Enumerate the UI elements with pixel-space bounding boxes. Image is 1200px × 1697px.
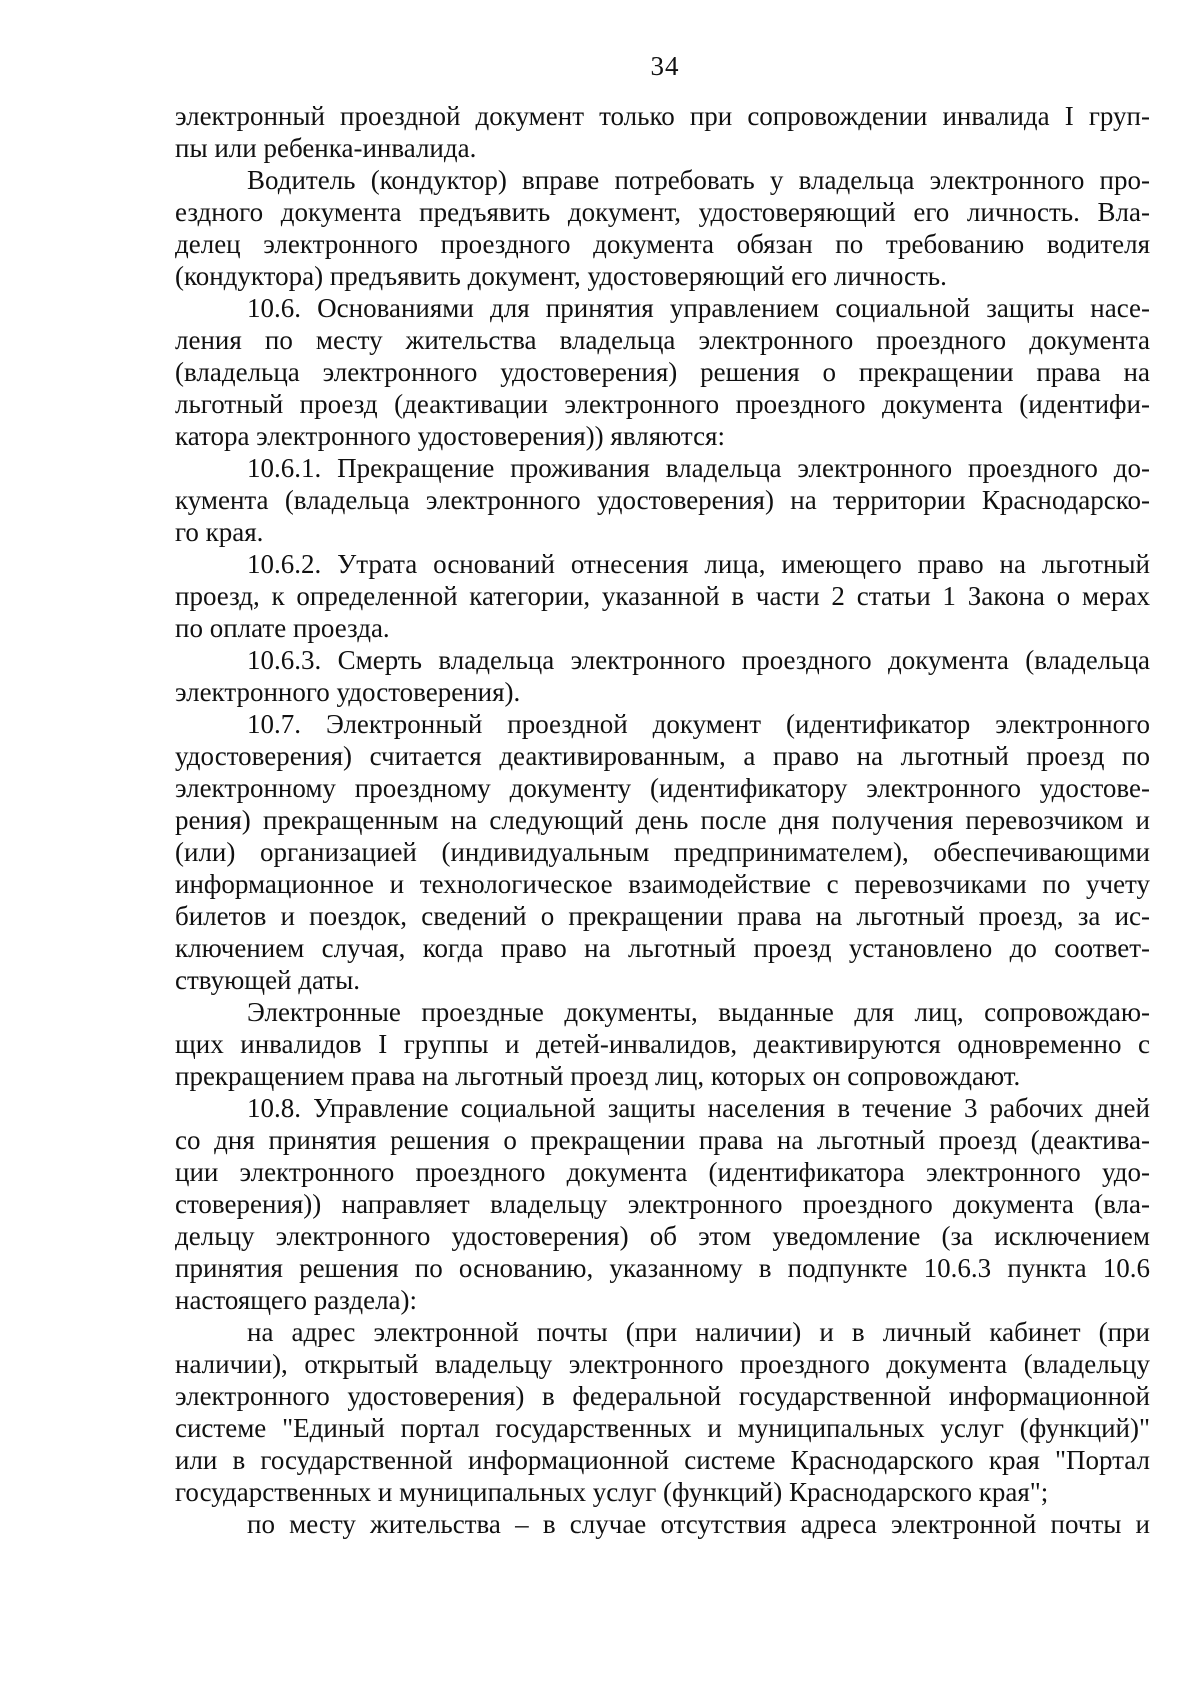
document-body: [175, 100, 1150, 1540]
text-line: ствующей даты.: [175, 965, 360, 995]
text-line: информационное и технологическое взаимодействие с перевозчиками по учету: [175, 869, 1150, 899]
text-line: 10.6.1. Прекращение проживания владельца электронного проездного до-: [247, 453, 1150, 483]
text-line: 10.7. Электронный проездной документ (идентификатор электронного: [247, 709, 1150, 739]
text-line: 10.6. Основаниями для принятия управлением социальной защиты насе-: [247, 293, 1150, 323]
text-line: со дня принятия решения о прекращении права на льготный проезд (деактива-: [175, 1125, 1150, 1155]
text-line: принятия решения по основанию, указанному в подпункте 10.6.3 пункта 10.6: [175, 1253, 1150, 1283]
text-line: системе "Единый портал государственных и муниципальных услуг (функций)": [175, 1413, 1150, 1443]
text-line: билетов и поездок, сведений о прекращении права на льготный проезд, за ис-: [175, 901, 1150, 931]
text-line: по месту жительства – в случае отсутствия адреса электронной почты и: [247, 1509, 1150, 1539]
text-line: на адрес электронной почты (при наличии) и в личный кабинет (при: [247, 1317, 1150, 1347]
text-line: щих инвалидов I группы и детей-инвалидов, деактивируются одновременно с: [175, 1029, 1150, 1059]
text-line: или в государственной информационной системе Краснодарского края "Портал: [175, 1445, 1150, 1475]
text-line: (или) организацией (индивидуальным предпринимателем), обеспечивающими: [175, 837, 1150, 867]
text-line: льготный проезд (деактивации электронного проездного документа (идентифи-: [175, 389, 1150, 419]
text-line: настоящего раздела):: [175, 1285, 418, 1315]
text-line: 10.6.3. Смерть владельца электронного проездного документа (владельца: [247, 645, 1150, 675]
text-line: электронного удостоверения) в федеральной государственной информационной: [175, 1381, 1150, 1411]
page-number: 34: [650, 51, 680, 81]
text-line: прекращением права на льготный проезд лиц, которых он сопровождают.: [175, 1061, 1021, 1091]
text-line: го края.: [175, 517, 264, 547]
text-line: электронный проездной документ только при сопровождении инвалида I груп-: [175, 101, 1150, 131]
text-line: (владельца электронного удостоверения) решения о прекращении права на: [175, 357, 1150, 387]
text-line: электронному проездному документу (идентификатору электронного удостове-: [175, 773, 1150, 803]
text-line: государственных и муниципальных услуг (функций) Краснодарского края";: [175, 1477, 1049, 1507]
text-line: пы или ребенка-инвалида.: [175, 133, 477, 163]
text-line: (кондуктора) предъявить документ, удостоверяющий его личность.: [175, 261, 947, 291]
text-line: Водитель (кондуктор) вправе потребовать у владельца электронного про-: [247, 165, 1150, 195]
text-line: ключением случая, когда право на льготный проезд установлено до соответ-: [175, 933, 1150, 963]
text-line: наличии), открытый владельцу электронного проездного документа (владельцу: [175, 1349, 1150, 1379]
text-line: электронного удостоверения).: [175, 677, 521, 707]
text-line: стоверения)) направляет владельцу электронного проездного документа (вла-: [175, 1189, 1150, 1219]
text-line: 10.8. Управление социальной защиты населения в течение 3 рабочих дней: [247, 1093, 1150, 1123]
text-line: ления по месту жительства владельца электронного проездного документа: [175, 325, 1150, 355]
text-line: делец электронного проездного документа обязан по требованию водителя: [175, 229, 1150, 259]
text-line: 10.6.2. Утрата оснований отнесения лица, имеющего право на льготный: [247, 549, 1150, 579]
text-line: ездного документа предъявить документ, удостоверяющий его личность. Вла-: [175, 197, 1150, 227]
text-line: кумента (владельца электронного удостоверения) на территории Краснодарско-: [175, 485, 1150, 515]
text-line: удостоверения) считается деактивированным, а право на льготный проезд по: [175, 741, 1150, 771]
text-line: дельцу электронного удостоверения) об этом уведомление (за исключением: [175, 1221, 1150, 1251]
text-line: ции электронного проездного документа (идентификатора электронного удо-: [175, 1157, 1150, 1187]
text-line: по оплате проезда.: [175, 613, 390, 643]
text-line: катора электронного удостоверения)) являются:: [175, 421, 725, 451]
text-line: Электронные проездные документы, выданные для лиц, сопровождаю-: [247, 997, 1150, 1027]
text-line: рения) прекращенным на следующий день после дня получения перевозчиком и: [175, 805, 1150, 835]
text-line: проезд, к определенной категории, указанной в части 2 статьи 1 Закона о мерах: [175, 581, 1150, 611]
